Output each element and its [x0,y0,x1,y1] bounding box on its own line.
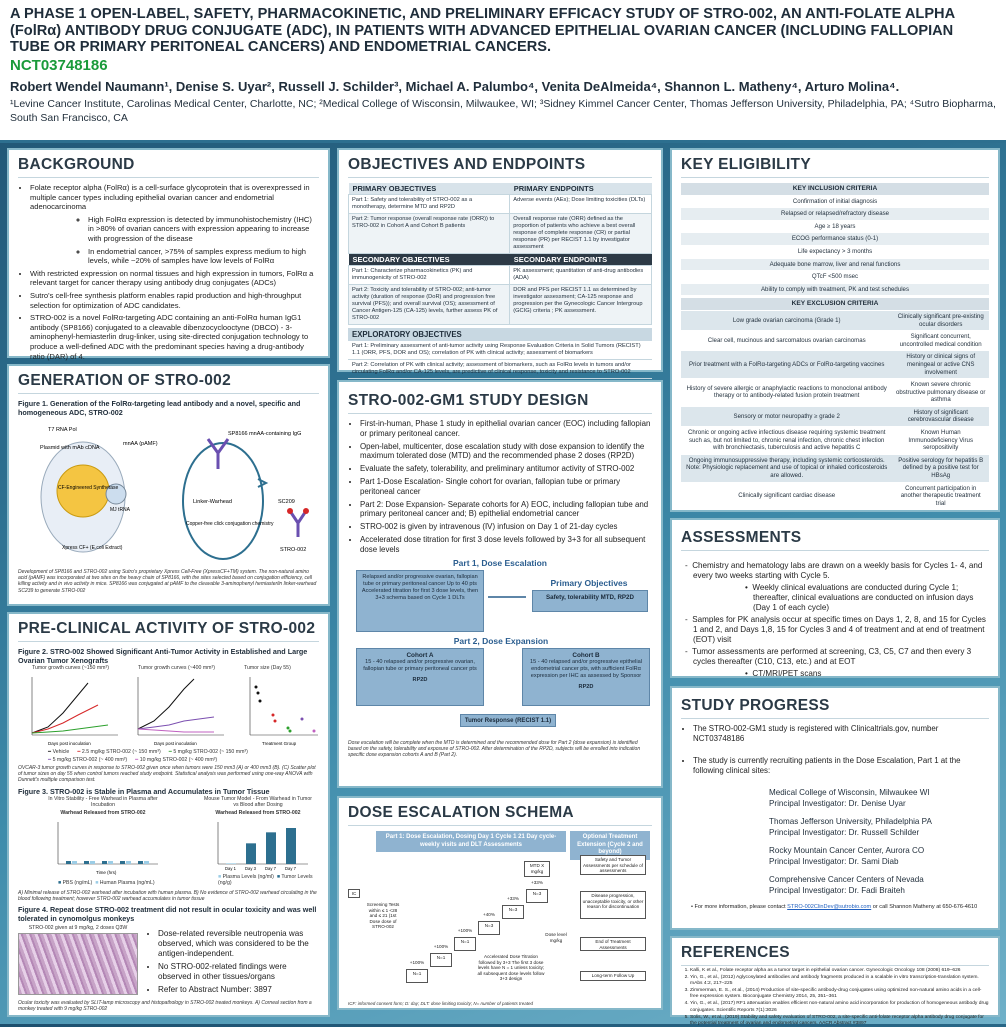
list-item: • Part 1-Dose Escalation- Single cohort for ovarian, fallopian tube or primary peritoneal cancer [360,477,652,497]
generation-title: GENERATION OF STRO-002 [18,372,319,394]
point [287,727,290,730]
figure1-note: Development of SP8166 and STRO-002 using Sutro's proprietary Xpress Cell-Free (XpressCF+TM) system. The non-natural amino acid (pAMF) was incorporated at two sites on the heavy chain of SP8166, with the sites selected based on conjugation efficiency, cell killing activity and in vivo activity in mice. SP8166 was conjugated at pAMF to the cleavable 3-aminophenyl hemiasterlin linker-warhead SC239 to generate STRO-002 [18,569,317,594]
list-item: • Sutro's cell-free synthesis platform enables rapid production and high-throughput selection for optimization of ADC candidates. [30,291,319,310]
figure4-note: Ocular toxicity was evaluated by SLIT-lamp microscopy and histopathology in STRO-002 treated monkeys. A) Corneal section from a monkey treated with 9 mg/kg STRO-002 [18,1000,312,1013]
table-cell: Known severe chronic obstructive pulmonary disease or asthma [892,379,989,407]
bar [226,863,236,864]
point [257,692,260,695]
table-row [681,406,989,426]
table-cell: Chronic or ongoing active infectious disease requiring systemic treatment such as, but not limited to, chronic renal infection, chronic chest infection with bronchiectasis, tuberculosis and active hepatitis C [681,427,892,455]
dose-schema-main-head: Part 1: Dose Escalation, Dosing Day 1 Cycle 1 21 Day cycle-weekly visits and DLT Assessments [376,831,566,852]
bar [266,832,276,864]
nct-number: NCT03748186 [10,56,108,74]
bar [84,861,89,864]
list-item: • The STRO-002-GM1 study is registered with Clinicaltrials.gov, number NCT03748186 [693,724,989,744]
progress-list [681,724,989,776]
cohort-a-heading: Cohort A [406,651,434,659]
study-design-list [348,419,652,555]
tumor-response-box: Tumor Response (RECIST 1.1) [460,714,556,727]
table-row [681,351,989,379]
figure4-list [146,929,316,998]
bar [144,861,149,864]
assessments-panel [670,518,1000,678]
dose-level-mtd: MTD X mg/kg [524,861,550,877]
site-name: Medical College of Wisconsin, Milwaukee WI [769,788,930,797]
figure2-charts [18,665,319,751]
table-cell: Clinically significant cardiac disease [681,482,892,510]
study-design-panel [337,380,663,788]
assessments-title: ASSESSMENTS [681,529,989,551]
pct-label: +100% [406,959,428,967]
table-cell: Prior treatment with a FolRα-targeting ADCs or FolRα-targeting vaccines [681,351,892,379]
label-xpress: Xpress CF+ (E.coli Extract) [62,545,123,551]
dose-level: N=3 [526,889,548,903]
fig3a-xlabel: Time (hrs) [96,869,117,875]
fig3b-bars [225,828,297,871]
figure1-caption: Figure 1. Generation of the FolRα-targeting lead antibody and a novel, specific and homogeneous ADC, STRO-002 [18,399,301,417]
pct-label: +40% [478,911,500,919]
synthetase-shape [57,465,109,517]
site-item [681,875,989,896]
cohort-a-box [356,648,484,706]
legend-label: 5 mg/kg STRO-002 (~ 150 mm³) [173,749,248,755]
inclusion-header: KEY INCLUSION CRITERIA [681,183,989,195]
site-pi: Principal Investigator: Dr. Russell Schilder [769,827,920,837]
table-row [681,331,989,351]
table-cell: Part 2: Toxicity and tolerability of STRO-002; anti-tumor activity (duration of response (DoR) and progression free survival (PFS)); and overall survival (OS); assessment of Cancer Antigen-125 (CA-125) levels, further assess PK of STRO-002 [349,285,510,325]
table-cell: Part 1: Characterize pharmacokinetics (PK) and immunogenicity of STRO-002 [349,266,510,285]
dose-schema-note: ICF: informed consent form; D: day; DLT: dose limiting toxicity; N= number of patients treated [348,1001,534,1006]
cohort-b-rp2d: RP2D [578,683,594,690]
table-cell: Low grade ovarian carcinoma (Grade 1) [681,310,892,330]
legend-label: 10 mg/kg STRO-002 (~ 400 mm³) [139,757,218,763]
warhead-dot [303,508,309,514]
list-item: • Folate receptor alpha (FolRα) is a cell-surface glycoprotein that is overexpressed in multiple cancer types including epithelial ovarian cancer and endometrial adenocarcinoma [30,183,319,212]
list-item: • Evaluate the safety, tolerability, and preliminary antitumor activity of STRO-002 [360,464,652,474]
tick-label: Day 7 [285,865,296,871]
table-row [349,195,652,214]
tick-label: Day 3 [245,865,256,871]
dose-level: N=1 [406,969,428,983]
study-design-flow [348,558,652,740]
dose-schema-title: DOSE ESCALATION SCHEMA [348,804,652,826]
figure3-note: A) Minimal release of STRO-002 warhead after incubation with human plasma. B) No evidence of STRO-002 warhead circulating in the blood following treatment; however STRO-002 warhead accumulates in tumor tissue [18,889,317,902]
list-item: • Open-label, multicenter, dose escalation study with dose expansion to identify the maximum tolerated dose (MTD) and the recommended phase 2 doses (RP2D) [360,442,652,462]
table-cell: Confirmation of initial diagnosis [681,195,989,208]
point [289,730,292,733]
legend-label: 5 mg/kg STRO-002 (~ 400 mm³) [52,757,128,763]
primary-objectives-box: Safety, tolerability MTD, RP2D [532,590,648,612]
dose-level: N=1 [454,937,476,951]
tick-label: Day 7 [265,865,276,871]
cohort-b-text: 15 - 40 relapsed and/or progressive epithelial endometrial cancer pts, with sufficient FolRα expression per IHC as assessed by Sponsor [530,658,642,679]
authors: Robert Wendel Naumann¹, Denise S. Uyar², Russell J. Schilder³, Michael A. Palumbo⁴, Venita DeAlmeida⁴, Shannon L. Matheny⁴, Arturo Molina⁴. [10,78,900,94]
generation-panel [7,364,330,606]
table-header: PRIMARY OBJECTIVES [349,183,510,195]
preclinical-title: PRE-CLINICAL ACTIVITY OF STRO-002 [18,620,319,642]
objectives-panel [337,148,663,375]
figure3-charts [18,796,319,888]
table-cell: Clinically significant pre-existing ocular disorders [892,310,989,330]
references-list [681,968,989,1027]
pct-label: +100% [454,927,476,935]
figure1-diagram [18,419,320,569]
x-axis-label-c: Treatment Group [262,741,297,746]
table-cell: Known Human Immunodeficiency Virus seropositivity [892,427,989,455]
figure4-image-title: STRO-002 given at 9 mg/kg, 2 doses Q3W [28,925,128,932]
contact-suffix: or call Shannon Matheny at 650-676-4610 [871,904,978,910]
figure2-svg [18,673,323,749]
table-row [681,379,989,407]
fig3a-sub: Warhead Released from STRO-002 [60,809,146,816]
site-name: Comprehensive Cancer Centers of Nevada [769,875,924,884]
inclusion-table [681,183,989,296]
list-item: • Weekly clinical evaluations are conducted during Cycle 1; thereafter, clinical evaluations are conducted on infusion days (Day 1 of each cycle) [745,583,974,612]
primary-objectives-label: Primary Objectives [550,577,628,588]
eligibility-panel [670,148,1000,512]
warhead-dot [287,508,293,514]
list-item-text: Samples for PK analysis occur at specific times on Days 1, 2, 8, and 15 for Cycles 1 and 2, and Days 1,8, 15 for Cycles 3 and 4 of treatment and at end of treatment (EOT) visit [692,615,986,644]
label-plasmid: Plasmid with mAb cDNA [40,445,100,451]
site-item [681,846,989,867]
table-cell: ECOG performance status (0-1) [681,233,989,246]
label-stro: STRO-002 [280,547,307,553]
table-header: SECONDARY OBJECTIVES [349,254,510,266]
x-axis-label-b: Days post inoculation [154,741,197,746]
legend-item: ━ 5 mg/kg STRO-002 (~ 400 mm³) [48,757,128,763]
table-cell: Significant concurrent, uncontrolled medical condition [892,331,989,351]
list-item: • Accelerated dose titration for first 3 dose levels followed by 3+3 for all subsequent dose levels [360,535,652,555]
part2-title: Part 2, Dose Expansion [453,635,549,646]
contact-email-link[interactable]: STRO-002ClinDev@sutrobio.com [787,904,872,910]
dose-level: N=1 [430,953,452,967]
table-cell: Adequate bone marrow, liver and renal functions [681,258,989,271]
point [272,714,275,717]
bar [246,843,256,864]
table-cell: DOR and PFS per RECIST 1.1 as determined by investigator assessment; CA-125 response and progression per the Gynecologic Cancer Intergroup (GCIG) criteria ; PK assessment. [510,285,652,325]
figure4-image-wrap [18,925,138,998]
bar [108,861,113,864]
table-header: SECONDARY ENDPOINTS [510,254,652,266]
table-row [681,454,989,482]
screening-box: Screening Tests within ≤ 1 <28 and ≤ 21 (1st Dose dose of STRO-002 [364,901,402,953]
table-cell: History of significant cerebrovascular disease [892,406,989,426]
legend-item: ━ 5 mg/kg STRO-002 (~ 150 mm³) [168,749,248,755]
background-list [18,183,319,361]
fig3b-title: Mouse Tumor Model - From Warhead in Tumor vs Blood after Dosing [204,795,312,808]
cohort-a-rp2d: RP2D [412,676,428,683]
legend-label: PBS (ng/mL) [62,879,93,886]
list-item: ◦ High FolRα expression is detected by immunohistochemistry (IHC) in >80% of ovarian cancers with expression appearing to increase with progression of the disease [88,215,319,244]
list-item: • STRO-002 is given by intravenous (IV) infusion on Day 1 of 21-day cycles [360,522,652,532]
bar [90,861,95,864]
right-box: End of Treatment Assessments [580,937,646,951]
dose-level: N=3 [478,921,500,935]
dose-schema-panel [337,796,663,1010]
table-row [681,310,989,330]
exploratory-item: Part 2: Correlation of PK with clinical activity; assessment of biomarkers, such as FolRα levels in tumors and/or circulating FolRα and/or CA-125 levels, are predictive of clinical response, toxicity and resistance to STRO-002 [348,360,652,379]
bar [138,861,143,864]
exploratory-header: EXPLORATORY OBJECTIVES [348,328,652,341]
part1-title: Part 1, Dose Escalation [452,557,547,568]
list-item: • CT/MRI/PET scans [745,669,822,678]
site-pi: Principal Investigator: Dr. Sami Diab [769,856,899,866]
list-item: • First-in-human, Phase 1 study in epithelial ovarian cancer (EOC) including fallopian or primary peritoneal cancer. [360,419,652,439]
legend-item: ━ 10 mg/kg STRO-002 (~ 400 mm³) [135,757,218,763]
list-item: • Dose-related reversible neutropenia was observed, which was considered to be the antigen-independent. [158,929,316,959]
pct-label: +100% [430,943,452,951]
bar [286,828,296,864]
table-row [349,266,652,285]
chart-b [138,677,224,735]
tick-label: Day 1 [225,865,236,871]
point [313,730,316,733]
list-item: • The study is currently recruiting patients in the Dose Escalation, Part 1 at the following clinical sites: [693,756,989,776]
cohort-a-text: 15 - 40 relapsed and/or progressive ovarian, fallopian tube or primary peritoneal cancer pts [363,658,477,672]
table-cell: QTcF <500 msec [681,271,989,284]
legend-label: 2.5 mg/kg STRO-002 (~ 150 mm³) [81,749,161,755]
bar [102,861,107,864]
site-item [681,817,989,838]
exploratory-item: Part 1: Preliminary assessment of anti-tumor activity using Response Evaluation Criteria in Solid Tumors (RECIST) 1.1 (ORR, PFS, DOR and OS); correlation of PK with clinical activity; assessment of biomarkers [348,341,652,360]
study-design-note: Dose escalation will be complete when the MTD is determined and the recommended dose for Part 2 (dose expansion) is identified based on the safety, tolerability and exposure of STRO-002. After determination of the RP2D, subjects will be enrolled into indication specific dose expansion cohorts A and B (Part 2). [348,739,641,758]
table-cell: Part 1: Safety and tolerability of STRO-002 as a monotherapy, determine MTD and RP2D [349,195,510,214]
bar [72,861,77,864]
point [255,686,258,689]
references-title: REFERENCES [681,944,989,966]
site-name: Rocky Mountain Cancer Center, Aurora CO [769,846,925,855]
list-item: 4. Yin, G., et al., (2017) RF1 attenuation enables efficient non-natural amino acid incorporation for production of homogeneous antibody drug conjugates. Scientific Reports 7(1):3026 [690,1001,989,1013]
preclinical-panel [7,612,330,1017]
table-cell: Age ≥ 18 years [681,220,989,233]
label-mj: MJ tRNA [110,507,130,513]
arrow-connector [488,596,526,598]
label-linker: Linker-Warhead [193,499,232,505]
fig3a-legend: ■ PBS (ng/mL) ■ Human Plasma (ng/mL) [58,879,155,886]
dose-schema-opt-head: Optional Treatment Extension (Cycle 2 and beyond) [570,831,650,860]
figure2-legend [18,749,319,763]
fig3b-sub: Warhead Released from STRO-002 [215,809,301,816]
fig3a-title: In Vitro Stability - Free Warhead in Plasma after Incubation [48,795,158,808]
dose-level-label: Dose level mg/kg [545,932,567,943]
legend-label: Human Plasma (ng/mL) [99,879,155,886]
label-cf: CF-Engineered Synthetase [58,485,119,491]
bar [66,861,71,864]
primary-table [348,183,652,325]
right-box: Long-term Follow Up [580,971,646,981]
dose-schema-diagram [348,831,652,1001]
adc-icon [290,511,306,537]
table-cell: Adverse events (AEs); Dose limiting toxicities (DLTs) [510,195,652,214]
series-10-400 [138,729,214,732]
list-item: ◦ In endometrial cancer, >75% of samples express medium to high levels, while ~20% of samples have low levels of FolRα [88,247,319,266]
fig3a-bars [66,861,149,864]
legend-label: Tumor Levels (ng/g) [218,873,313,886]
panel-b-title: Tumor growth curves (~400 mm³) [138,665,215,671]
table-cell: History of severe allergic or anaphylactic reactions to monoclonal antibody therapy or to antibody-related fusion protein treatment [681,379,892,407]
chart-a [32,677,118,735]
site-name: Thomas Jefferson University, Philadelphia PA [769,817,932,826]
label-t7: T7 RNA Pol [48,427,77,433]
table-cell: Life expectancy > 3 months [681,245,989,258]
legend-item: ━ Vehicle [48,749,70,755]
legend-label: Vehicle [52,749,70,755]
cornea-image [18,933,138,995]
exclusion-header: KEY EXCLUSION CRITERIA [681,298,989,310]
label-sc209: SC209 [278,499,295,505]
list-item: 1. Kalli, K et al., Folate receptor alpha as a tumor target in epithelial ovarian cancer. Gynecologic Oncology 108 (2008) 619–626 [690,968,989,974]
figure2-caption: Figure 2. STRO-002 Showed Significant Anti-Tumor Activity in Established and Large Ovarian Tumor Xenografts [18,647,308,665]
list-item: • Part 2: Dose Expansion- Separate cohorts for A) EOC, including fallopian tube and primary peritoneal cancer and; B) epithelial endometrial cancer [360,500,652,520]
list-item: 2. Yin, G., et al., (2012) Aglycosylated antibodies and antibody fragments produced in a scalable in vitro transcription-translation system. mAbs 4:2, 217–225 [690,975,989,987]
table-header: PRIMARY ENDPOINTS [510,183,652,195]
table-cell: Ability to comply with treatment, PK and test schedules [681,283,989,296]
table-cell: Positive serology for hepatitis B defined by a positive test for HBsAg [892,454,989,482]
poster-title: A PHASE 1 OPEN-LABEL, SAFETY, PHARMACOKINETIC, AND PRELIMINARY EFFICACY STUDY OF STRO-002, AN ANTI-FOLATE ALPHA (FolRα) ANTIBODY DRUG CONJUGATE (ADC), IN PATIENTS WITH ADVANCED EPITHELIAL OVARIAN CANCER (INCLUDING FALLOPIAN TUBE OR PRIMARY PERITONEAL CANCERS) AND ENDOMETRIAL CANCERS. [10,6,955,56]
table-cell: PK assessment; quantitation of anti-drug antibodies (ADA) [510,266,652,285]
legend-label: Plasma Levels (ng/ml) [222,873,274,880]
ic-box: IC [348,889,360,898]
table-cell: Sensory or motor neuropathy ≥ grade 2 [681,406,892,426]
bar [120,861,125,864]
figure4-caption: Figure 4. Repeat dose STRO-002 treatment did not result in ocular toxicity and was well tolerated in cynomolgus monkeys [18,905,317,924]
references-panel [670,936,1000,1026]
affiliations: ¹Levine Cancer Institute, Carolinas Medical Center, Charlotte, NC; ²Medical College of Wisconsin, Milwaukee, WI; ³Sidney Kimmel Cancer Center, Thomas Jefferson University, Philadelphia, PA; ⁴Sutro Biopharma, South San Francisco, CA [10,97,996,124]
right-box: Disease progression, unacceptable toxicity, or other reason for discontinuation [580,891,646,919]
table-cell: Concurrent participation in another therapeutic treatment trial [892,482,989,510]
cohort-b-heading: Cohort B [572,651,600,659]
figure3-caption: Figure 3. STRO-002 is Stable in Plasma and Accumulates in Tumor Tissue [18,786,270,796]
poster-header [0,0,1006,143]
steps-note: Accelerated Dose Titration followed by 3+3 The first 3 dose levels have N = 1 unless toxicity; all subsequent dose levels follow 3+3 design [477,954,545,982]
site-pi: Principal Investigator: Dr. Denise Uyar [769,798,906,808]
eligibility-title: KEY ELIGIBILITY [681,156,989,178]
table-row [349,285,652,325]
panel-a-title: Tumor growth curves (~150 mm³) [32,665,109,671]
pct-label: +33% [502,895,524,903]
progress-title: STUDY PROGRESS [681,697,989,719]
background-title: BACKGROUND [18,156,319,178]
list-item: 3. Zimmerman, E. S., et al., (2014) Production of site-specific antibody-drug conjugates using optimized non-natural amino acids in a cell-free expression system. Bioconjugate Chemistry 2014, 25, 351–361 [690,988,989,1000]
table-row [681,427,989,455]
list-item: - Tumor assessments are performed at screening, C3, C5, C7 and then every 3 cycles thereafter (C10, C13, etc.) and at EOT [685,647,972,666]
part1-box: Relapsed and/or progressive ovarian, fallopian tube or primary peritoneal cancer Up to 40 pts Accelerated titration for first 3 dose levels, then 3+3 schema based on Cycle 1 DLTs [356,570,484,632]
list-item: • Refer to Abstract Number: 3897 [158,985,316,995]
contact-prefix: For more information, please contact [694,904,788,910]
point [301,718,304,721]
site-pi: Principal Investigator: Dr. Fadi Braiteh [769,885,905,895]
list-item: • STRO-002 is a novel FolRα-targeting ADC containing an anti-FolRα human IgG1 antibody (SP8166) conjugated to a cleavable dibenzocyclooctyne (DBCO) - 3-aminophenyl-hemiasterlin drug-linker, using site-directed conjugation technology to produce a well-defined ADC with the predominant species having a drug-antibody ratio (DAR) of 4. [30,313,319,361]
list-item-text: CT/MRI/PET scans [752,669,822,678]
table-cell: Clear cell, mucinous and sarcomatous ovarian carcinomas [681,331,892,351]
chart-c [250,677,318,735]
series-vehicle [32,683,88,733]
list-item-text: Tumor assessments are performed at screening, C3, C5, C7 and then every 3 cycles thereafter (C10, C13, etc.) and at EOT [692,647,972,666]
table-cell: Overall response rate (ORR) defined as the proportion of patients who achieve a best overall response of complete response (CR) or partial response (PR) per RECIST 1.1 by investigator assessment [510,214,652,254]
pct-label: +33% [526,879,548,887]
point [259,700,262,703]
table-row [681,482,989,510]
label-mnaa: mnAA (pAMF) [123,441,158,447]
objectives-title: OBJECTIVES AND ENDPOINTS [348,156,652,178]
figure3-svg [18,818,323,882]
exclusion-table [681,298,989,510]
list-item: • No STRO-002-related findings were observed in other tissues/organs [158,962,316,982]
label-sp8166: SP8166 mnAA-containing IgG [228,431,302,437]
dose-level: N=3 [502,905,524,919]
list-item: 5. Solis, W., et al., (2019) Stability and safety evaluation of STRO-002, a site-specific anti-folate receptor alpha antibody drug conjugate for the potential treatment of ovarian and endometrial cancers. AACR Abstract #3897 [690,1015,989,1027]
table-row [349,214,652,254]
series-vehicle [138,679,194,729]
study-design-title: STRO-002-GM1 STUDY DESIGN [348,392,652,414]
list-item: - Samples for PK analysis occur at specific times on Days 1, 2, 8, and 15 for Cycles 1 and 2, and Days 1,8, 15 for Cycles 3 and 4 of treatment and at end of treatment (EOT) visit [685,615,986,644]
background-panel [7,148,330,361]
right-box: Safety and Tumor Assessments per schedule of assessments [580,855,646,875]
site-item [681,788,989,809]
bar [126,861,131,864]
table-cell: Relapsed or relapsed/refractory disease [681,208,989,221]
list-item-text: Weekly clinical evaluations are conducted during Cycle 1; thereafter, clinical evaluations are conducted on infusion days (Day 1 of each cycle) [752,583,974,612]
point [274,720,277,723]
cohort-b-box [522,648,650,706]
table-cell: Part 2: Tumor response (overall response rate (ORR)) to STRO-002 in Cohort A and Cohort B patients [349,214,510,254]
contact-line: • For more information, please contact STRO-002ClinDev@sutrobio.com or call Shannon Matheny at 650-676-4610 [691,904,978,910]
assessments-list [681,561,989,679]
label-copper: Copper-free click conjugation chemistry [186,521,274,527]
list-item: • With restricted expression on normal tissues and high expression in tumors, FolRα a relevant target for cancer therapy using antibody drug conjugates (ADCs) [30,269,319,288]
table-cell: History or clinical signs of meningeal or active CNS involvement [892,351,989,379]
list-item: - Chemistry and hematology labs are drawn on a weekly basis for Cycles 1- 4, and every two weeks starting with Cycle 5. [685,561,983,580]
progress-panel [670,686,1000,930]
panel-c-title: Tumor size (Day 55) [244,665,291,671]
x-axis-label-a: Days post inoculation [48,741,91,746]
list-item-text: Chemistry and hematology labs are drawn on a weekly basis for Cycles 1- 4, and every two weeks starting with Cycle 5. [692,561,983,580]
figure4-row [18,925,319,998]
fig3b-legend: ■ Plasma Levels (ng/ml) ■ Tumor Levels (ng/g) [218,873,313,886]
figure2-note: OVCAR-3 tumor growth curves in response to STRO-002 given once when tumors were 150 mm3 (A) or 400 mm3 (B). (C) Scatter plot of tumor sizes on day 55 when control tumors reached study endpoint. Statistical analysis was performed using one-way ANOVA with Dunnett's multiple comparison test. [18,765,316,784]
legend-item: ━ 2.5 mg/kg STRO-002 (~ 150 mm³) [77,749,161,755]
table-cell: Ongoing immunosuppressive therapy, including systemic corticosteroids. Note: Physiologic replacement and use of topical or inhaled corticosteroids are allowed. [681,454,892,482]
